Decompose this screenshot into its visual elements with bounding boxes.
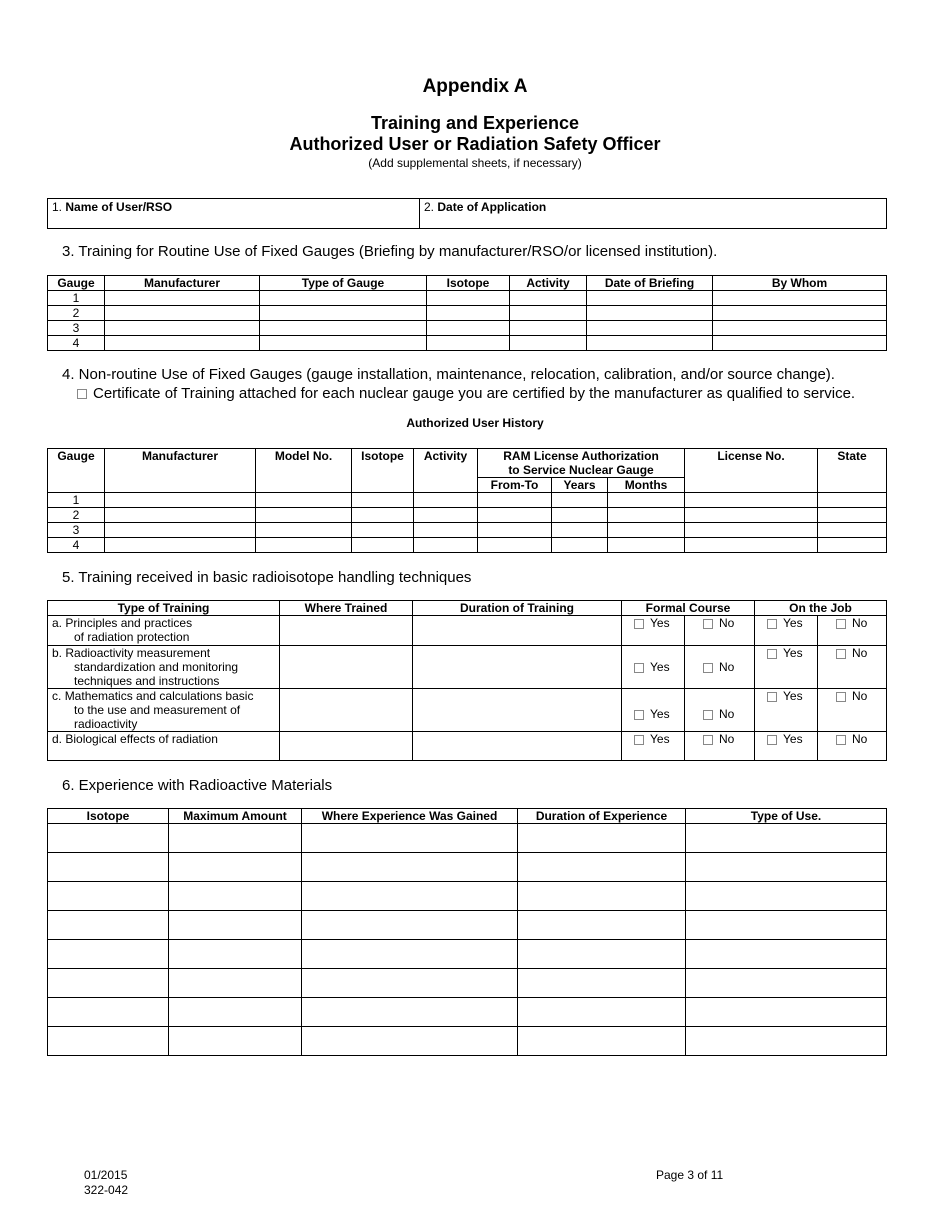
checkbox-icon[interactable] — [634, 619, 644, 629]
col-maximum-amount: Maximum Amount — [169, 809, 302, 824]
applicant-fields-table — [47, 198, 887, 229]
job-yes-checkbox[interactable] — [755, 732, 818, 761]
no-label: No — [719, 660, 735, 674]
checkbox-icon[interactable] — [836, 735, 846, 745]
cell-input[interactable] — [686, 824, 887, 853]
cell-input[interactable] — [260, 336, 427, 351]
row-number: 3 — [48, 523, 105, 538]
row-number: 1 — [48, 493, 105, 508]
page-subtitle: (Add supplemental sheets, if necessary) — [368, 156, 582, 170]
cell-input[interactable] — [518, 824, 686, 853]
row-line-1: Principles and practices — [65, 616, 193, 630]
yes-label: Yes — [650, 732, 670, 746]
formal-no-checkbox[interactable] — [685, 732, 755, 761]
table-row — [48, 911, 887, 940]
col-date-of-briefing: Date of Briefing — [587, 276, 713, 291]
cell-input[interactable] — [260, 321, 427, 336]
table-row — [48, 998, 887, 1027]
cell-input[interactable] — [169, 882, 302, 911]
cell-input[interactable] — [256, 508, 352, 523]
row-number: 4 — [48, 336, 105, 351]
cell-input[interactable] — [713, 306, 887, 321]
table-row — [48, 306, 887, 321]
checkbox-icon[interactable] — [703, 619, 713, 629]
cell-input[interactable] — [608, 493, 685, 508]
certificate-checkbox-row[interactable] — [77, 385, 855, 402]
row-letter: d. — [52, 732, 63, 746]
no-label: No — [852, 689, 868, 703]
cell-input[interactable] — [352, 523, 414, 538]
col-where-trained: Where Trained — [280, 601, 413, 616]
row-line-3: techniques and instructions — [74, 674, 220, 688]
cell-input[interactable] — [302, 853, 518, 882]
checkbox-icon[interactable] — [767, 619, 777, 629]
checkbox-icon[interactable] — [767, 735, 777, 745]
col-formal-course: Formal Course — [622, 601, 755, 616]
cell-input[interactable] — [518, 998, 686, 1027]
table-row — [48, 853, 887, 882]
cell-input[interactable] — [686, 940, 887, 969]
name-field-number: 1. — [52, 200, 63, 214]
cell-input[interactable] — [105, 336, 260, 351]
table-row — [48, 616, 887, 646]
cell-input[interactable] — [608, 508, 685, 523]
cell-input[interactable] — [713, 321, 887, 336]
table-row — [48, 291, 887, 306]
training-type-b — [48, 646, 280, 689]
col-isotope: Isotope — [352, 449, 414, 493]
col-activity: Activity — [414, 449, 478, 493]
cell-input[interactable] — [169, 969, 302, 998]
cell-input[interactable] — [302, 882, 518, 911]
checkbox-icon[interactable] — [634, 710, 644, 720]
cell-input[interactable] — [587, 321, 713, 336]
col-type-of-use: Type of Use. — [686, 809, 887, 824]
row-letter: b. — [52, 646, 63, 660]
cell-input[interactable] — [510, 336, 587, 351]
cell-input[interactable] — [552, 508, 608, 523]
cell-input[interactable] — [518, 882, 686, 911]
date-field-number: 2. — [424, 200, 435, 214]
cell-input[interactable] — [818, 508, 887, 523]
date-field[interactable] — [420, 199, 887, 229]
cell-input[interactable] — [105, 538, 256, 553]
formal-no-checkbox[interactable] — [685, 689, 755, 732]
row-number: 4 — [48, 538, 105, 553]
no-label: No — [852, 646, 868, 660]
cell-input[interactable] — [518, 940, 686, 969]
cell-input[interactable] — [413, 646, 622, 689]
col-manufacturer: Manufacturer — [105, 449, 256, 493]
date-field-label: Date of Application — [437, 200, 547, 214]
job-yes-checkbox[interactable] — [755, 616, 818, 646]
col-license-no: License No. — [685, 449, 818, 493]
row-line-3: radioactivity — [74, 717, 138, 731]
cell-input[interactable] — [48, 998, 169, 1027]
cell-input[interactable] — [552, 523, 608, 538]
cell-input[interactable] — [302, 969, 518, 998]
no-label: No — [719, 707, 735, 721]
checkbox-icon[interactable] — [703, 735, 713, 745]
cell-input[interactable] — [169, 853, 302, 882]
cell-input[interactable] — [552, 538, 608, 553]
col-on-the-job: On the Job — [755, 601, 887, 616]
cell-input[interactable] — [414, 493, 478, 508]
cell-input[interactable] — [685, 508, 818, 523]
yes-label: Yes — [650, 616, 670, 630]
table-row — [48, 969, 887, 998]
formal-yes-checkbox[interactable] — [622, 732, 685, 761]
cell-input[interactable] — [302, 998, 518, 1027]
cell-input[interactable] — [169, 998, 302, 1027]
col-state: State — [818, 449, 887, 493]
table-row — [48, 646, 887, 689]
table-row — [48, 732, 887, 761]
yes-label: Yes — [650, 707, 670, 721]
cell-input[interactable] — [48, 911, 169, 940]
checkbox-icon[interactable] — [836, 619, 846, 629]
checkbox-icon[interactable] — [836, 649, 846, 659]
title-line-1: Training and Experience — [370, 113, 580, 133]
formal-no-checkbox[interactable] — [685, 646, 755, 689]
cell-input[interactable] — [302, 1027, 518, 1056]
col-manufacturer: Manufacturer — [105, 276, 260, 291]
col-isotope: Isotope — [48, 809, 169, 824]
cell-input[interactable] — [478, 508, 552, 523]
cell-input[interactable] — [105, 291, 260, 306]
job-no-checkbox[interactable] — [818, 732, 887, 761]
cell-input[interactable] — [518, 1027, 686, 1056]
cell-input[interactable] — [427, 306, 510, 321]
row-letter: a. — [52, 616, 63, 630]
checkbox-icon[interactable] — [703, 710, 713, 720]
col-duration-of-training: Duration of Training — [413, 601, 622, 616]
cell-input[interactable] — [280, 646, 413, 689]
col-months: Months — [608, 478, 685, 493]
cell-input[interactable] — [302, 824, 518, 853]
cell-input[interactable] — [518, 853, 686, 882]
appendix-heading: Appendix A — [422, 76, 528, 97]
cell-input[interactable] — [280, 689, 413, 732]
checkbox-icon[interactable] — [634, 663, 644, 673]
cell-input[interactable] — [414, 523, 478, 538]
cell-input[interactable] — [256, 523, 352, 538]
yes-label: Yes — [783, 646, 803, 660]
cell-input[interactable] — [552, 493, 608, 508]
cell-input[interactable] — [686, 998, 887, 1027]
cell-input[interactable] — [713, 291, 887, 306]
cell-input[interactable] — [685, 493, 818, 508]
cell-input[interactable] — [105, 493, 256, 508]
row-line-1: Mathematics and calculations basic — [64, 689, 254, 703]
cell-input[interactable] — [280, 732, 413, 761]
cell-input[interactable] — [260, 291, 427, 306]
formal-no-checkbox[interactable] — [685, 616, 755, 646]
cell-input[interactable] — [478, 538, 552, 553]
footer-form-info — [84, 1168, 128, 1198]
cell-input[interactable] — [608, 538, 685, 553]
cell-input[interactable] — [518, 911, 686, 940]
title-line-2: Authorized User or Radiation Safety Officer — [289, 134, 661, 154]
training-techniques-table — [47, 600, 887, 761]
checkbox-icon[interactable] — [703, 663, 713, 673]
col-isotope: Isotope — [427, 276, 510, 291]
cell-input[interactable] — [686, 882, 887, 911]
user-history-table — [47, 448, 887, 553]
table-row — [48, 321, 887, 336]
cell-input[interactable] — [260, 306, 427, 321]
col-by-whom: By Whom — [713, 276, 887, 291]
experience-table — [47, 808, 887, 1056]
row-line-1: Biological effects of radiation — [65, 732, 218, 746]
table-row — [48, 882, 887, 911]
footer-form-number: 322-042 — [84, 1183, 129, 1197]
table-row — [48, 508, 887, 523]
history-title: Authorized User History — [406, 416, 544, 430]
col-years: Years — [552, 478, 608, 493]
formal-yes-checkbox[interactable] — [622, 646, 685, 689]
row-line-2: standardization and monitoring — [74, 660, 239, 674]
cell-input[interactable] — [478, 523, 552, 538]
name-field[interactable] — [48, 199, 420, 229]
cell-input[interactable] — [48, 882, 169, 911]
job-no-checkbox[interactable] — [818, 689, 887, 732]
cell-input[interactable] — [510, 291, 587, 306]
table-row — [48, 538, 887, 553]
cell-input[interactable] — [414, 538, 478, 553]
job-yes-checkbox[interactable] — [755, 646, 818, 689]
cell-input[interactable] — [48, 1027, 169, 1056]
cell-input[interactable] — [818, 493, 887, 508]
section-5-heading: 5. Training received in basic radioisotope handling techniques — [62, 569, 472, 586]
row-number: 1 — [48, 291, 105, 306]
cell-input[interactable] — [413, 689, 622, 732]
cell-input[interactable] — [256, 538, 352, 553]
yes-label: Yes — [650, 660, 670, 674]
footer-page-number: Page 3 of 11 — [656, 1168, 724, 1182]
cell-input[interactable] — [427, 321, 510, 336]
checkbox-icon[interactable] — [77, 389, 87, 399]
cell-input[interactable] — [685, 523, 818, 538]
cell-input[interactable] — [713, 336, 887, 351]
cell-input[interactable] — [105, 306, 260, 321]
cell-input[interactable] — [587, 336, 713, 351]
footer-date: 01/2015 — [84, 1168, 128, 1182]
section-6-heading: 6. Experience with Radioactive Materials — [62, 777, 333, 794]
cell-input[interactable] — [169, 824, 302, 853]
col-activity: Activity — [510, 276, 587, 291]
table-row — [48, 824, 887, 853]
cell-input[interactable] — [352, 538, 414, 553]
cell-input[interactable] — [510, 306, 587, 321]
ram-line-1: RAM License Authorization — [503, 449, 659, 463]
yes-label: Yes — [783, 689, 803, 703]
cell-input[interactable] — [48, 824, 169, 853]
cell-input[interactable] — [302, 911, 518, 940]
cell-input[interactable] — [352, 493, 414, 508]
cell-input[interactable] — [427, 291, 510, 306]
cell-input[interactable] — [105, 321, 260, 336]
job-no-checkbox[interactable] — [818, 646, 887, 689]
row-line-2: to the use and measurement of — [74, 703, 241, 717]
cell-input[interactable] — [413, 616, 622, 646]
col-type-of-training: Type of Training — [48, 601, 280, 616]
cell-input[interactable] — [427, 336, 510, 351]
row-number: 3 — [48, 321, 105, 336]
col-model-no: Model No. — [256, 449, 352, 493]
page-title — [0, 113, 950, 155]
table-row — [48, 689, 887, 732]
cell-input[interactable] — [478, 493, 552, 508]
cell-input[interactable] — [302, 940, 518, 969]
formal-yes-checkbox[interactable] — [622, 616, 685, 646]
checkbox-icon[interactable] — [767, 692, 777, 702]
cell-input[interactable] — [685, 538, 818, 553]
ram-line-2: to Service Nuclear Gauge — [508, 463, 654, 477]
cell-input[interactable] — [280, 616, 413, 646]
cell-input[interactable] — [105, 508, 256, 523]
section-3-heading: 3. Training for Routine Use of Fixed Gauges (Briefing by manufacturer/RSO/or licensed institution). — [62, 243, 718, 260]
cell-input[interactable] — [105, 523, 256, 538]
row-line-1: Radioactivity measurement — [65, 646, 211, 660]
checkbox-icon[interactable] — [767, 649, 777, 659]
row-letter: c. — [52, 689, 62, 703]
col-gauge: Gauge — [48, 449, 105, 493]
col-from-to: From-To — [478, 478, 552, 493]
cell-input[interactable] — [48, 969, 169, 998]
col-type-of-gauge: Type of Gauge — [260, 276, 427, 291]
cell-input[interactable] — [587, 306, 713, 321]
row-number: 2 — [48, 306, 105, 321]
yes-label: Yes — [783, 616, 803, 630]
checkbox-icon[interactable] — [634, 735, 644, 745]
table-row — [48, 1027, 887, 1056]
cell-input[interactable] — [818, 523, 887, 538]
cell-input[interactable] — [48, 940, 169, 969]
cell-input[interactable] — [608, 523, 685, 538]
cell-input[interactable] — [518, 969, 686, 998]
job-no-checkbox[interactable] — [818, 616, 887, 646]
cell-input[interactable] — [587, 291, 713, 306]
cell-input[interactable] — [686, 969, 887, 998]
name-field-label: Name of User/RSO — [65, 200, 173, 214]
certificate-label: Certificate of Training attached for each nuclear gauge you are certified by the manufacturer as qualified to service. — [93, 385, 856, 402]
training-type-a — [48, 616, 280, 646]
table-row — [48, 523, 887, 538]
no-label: No — [719, 616, 735, 630]
cell-input[interactable] — [686, 1027, 887, 1056]
no-label: No — [852, 616, 868, 630]
table-row — [48, 940, 887, 969]
cell-input[interactable] — [169, 940, 302, 969]
cell-input[interactable] — [169, 911, 302, 940]
col-ram-license — [478, 449, 685, 478]
cell-input[interactable] — [686, 853, 887, 882]
col-gauge: Gauge — [48, 276, 105, 291]
training-type-c — [48, 689, 280, 732]
col-where-experience-gained: Where Experience Was Gained — [302, 809, 518, 824]
section-4-heading: 4. Non-routine Use of Fixed Gauges (gauge installation, maintenance, relocation, calibration, and/or source change). — [62, 366, 835, 383]
checkbox-icon[interactable] — [836, 692, 846, 702]
row-number: 2 — [48, 508, 105, 523]
job-yes-checkbox[interactable] — [755, 689, 818, 732]
routine-training-table — [47, 275, 887, 351]
cell-input[interactable] — [169, 1027, 302, 1056]
cell-input[interactable] — [48, 853, 169, 882]
training-type-d — [48, 732, 280, 761]
yes-label: Yes — [783, 732, 803, 746]
cell-input[interactable] — [413, 732, 622, 761]
cell-input[interactable] — [686, 911, 887, 940]
cell-input[interactable] — [352, 508, 414, 523]
row-line-2: of radiation protection — [74, 630, 190, 644]
cell-input[interactable] — [510, 321, 587, 336]
cell-input[interactable] — [818, 538, 887, 553]
cell-input[interactable] — [256, 493, 352, 508]
formal-yes-checkbox[interactable] — [622, 689, 685, 732]
col-duration-of-experience: Duration of Experience — [518, 809, 686, 824]
no-label: No — [719, 732, 735, 746]
table-row — [48, 493, 887, 508]
no-label: No — [852, 732, 868, 746]
table-row — [48, 336, 887, 351]
cell-input[interactable] — [414, 508, 478, 523]
